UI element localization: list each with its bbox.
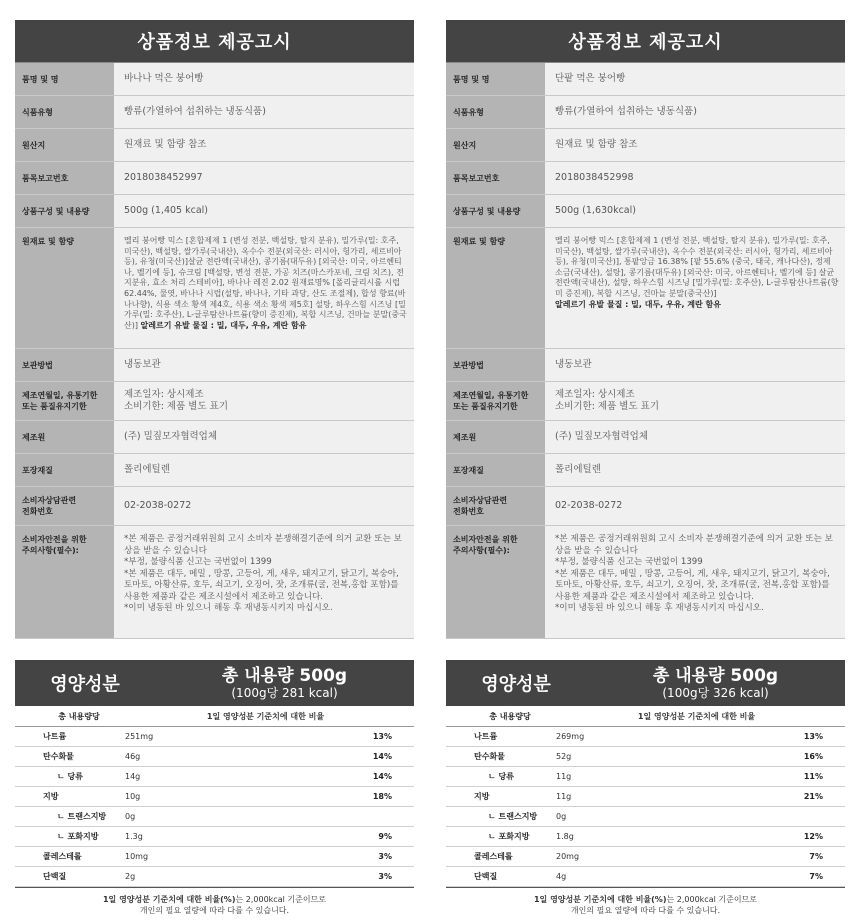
label-phone bbox=[15, 487, 114, 525]
nutrient-amount: 1.3g bbox=[125, 832, 143, 841]
nutrient-row bbox=[15, 867, 414, 887]
nutrition-right bbox=[446, 660, 845, 916]
ingredients-text: 멜리 붕어빵 믹스 [혼합제제 1 (변성 전분, 백설탕, 탈지 분유), 밀가루(밀: 호주, 미국산), 백설탕, 쌀가루(국내산), 옥수수 전분(외국산: 러시아, 헝가리, 세르비아 등), 유청(미국산)]살균 전란액(국내산), 콩기름(대두유) [외국산: 미국, 아르헨티나, 벨기에 등], 슈크림 [백설탕, 변성 전분, 가공 치즈(마스카포네, 크림 치즈), 전지분유, 효소 처리 스테비아], 바나나 레진 2.02 원재료명% [폴리글리시롤 시럽 62.44%, 물엿, 바나나 시럽(설탕, 바나나, 기타 과당, 산도 조절제), 합성 향료(바나나향), 식용 색소 황색 제4호, 식용 색소 황색 제5호] 설탕, 하우스힘 시즈닝 [밀가루(밀: 호주산), L-글루탐산나트륨(향미 증진제), 복합 시즈닝, 건마늘 분말(중국산)] bbox=[124, 236, 407, 330]
row-date bbox=[446, 382, 845, 421]
label-name: 품명 및 명 bbox=[446, 63, 545, 95]
value-origin: 원재료 및 함량 참조 bbox=[114, 129, 414, 161]
nutrient-percent: 14% bbox=[372, 772, 392, 781]
label-date-line2: 또는 품질유지기한 bbox=[22, 402, 87, 411]
nutrient-amount: 10g bbox=[125, 792, 141, 801]
allergy-text: 알레르기 유발 물질 : 밀, 대두, 우유, 계란 함유 bbox=[140, 320, 307, 330]
nutrient-name: 나트륨 bbox=[474, 732, 498, 741]
nutrient-percent: 14% bbox=[372, 752, 392, 761]
label-date-line2: 또는 품질유지기한 bbox=[453, 402, 518, 411]
nutrient-row bbox=[446, 767, 845, 787]
nutrient-row bbox=[15, 787, 414, 807]
value-report-no: 2018038452997 bbox=[114, 162, 414, 194]
row-phone bbox=[446, 487, 845, 526]
nutrient-name: 탄수화물 bbox=[474, 752, 505, 761]
nutrient-percent: 13% bbox=[372, 732, 392, 741]
value-date-line2: 소비기한: 제품 별도 표기 bbox=[124, 401, 229, 412]
value-name: 단팥 먹은 붕어빵 bbox=[545, 63, 845, 95]
value-maker: (주) 밀짚모자협력업체 bbox=[114, 421, 414, 453]
nutrient-name: 콜레스테롤 bbox=[474, 852, 513, 861]
nutrient-row bbox=[446, 827, 845, 847]
label-caution-line1: 소비자안전을 위한 bbox=[453, 535, 518, 544]
nutrient-percent: 7% bbox=[809, 852, 823, 861]
label-caution-line2: 주의사항(필수): bbox=[453, 546, 510, 555]
nutrient-percent: 16% bbox=[803, 752, 823, 761]
label-caution-line2: 주의사항(필수): bbox=[22, 546, 79, 555]
nutrient-amount: 1.8g bbox=[556, 832, 574, 841]
value-type: 빵류(가열하여 섭취하는 냉동식품) bbox=[545, 96, 845, 128]
label-date bbox=[15, 382, 114, 420]
nutrition-table bbox=[446, 706, 845, 888]
value-type: 빵류(가열하여 섭취하는 냉동식품) bbox=[114, 96, 414, 128]
nutrient-name: 지방 bbox=[474, 792, 490, 801]
nutrient-percent: 3% bbox=[378, 872, 392, 881]
label-phone bbox=[446, 487, 545, 525]
nutrition-total bbox=[155, 666, 414, 701]
nutrient-amount: 4g bbox=[556, 872, 567, 881]
label-caution bbox=[15, 526, 114, 638]
label-maker: 제조원 bbox=[15, 421, 114, 453]
row-name bbox=[446, 63, 845, 96]
label-composition: 상품구성 및 내용량 bbox=[15, 195, 114, 227]
label-composition: 상품구성 및 내용량 bbox=[446, 195, 545, 227]
nutrient-amount: 11g bbox=[556, 792, 572, 801]
row-composition bbox=[446, 195, 845, 228]
nutrient-row bbox=[446, 727, 845, 747]
nutrition-total bbox=[586, 666, 845, 701]
nutrient-row bbox=[15, 827, 414, 847]
nutrient-name: 나트륨 bbox=[43, 732, 67, 741]
nutrient-amount: 14g bbox=[125, 772, 141, 781]
footnote-bold: 1일 영양성분 기준치에 대한 비율(%) bbox=[102, 895, 236, 904]
nutrient-name: ㄴ 트랜스지방 bbox=[488, 812, 538, 821]
row-phone bbox=[15, 487, 414, 526]
total-amount: 총 내용량 500g bbox=[652, 665, 779, 686]
label-ingredients: 원재료 및 함량 bbox=[446, 228, 545, 348]
nutrient-row bbox=[15, 847, 414, 867]
row-composition bbox=[15, 195, 414, 228]
row-report-no bbox=[446, 162, 845, 195]
nutrient-percent: 11% bbox=[803, 772, 823, 781]
label-storage: 보관방법 bbox=[15, 349, 114, 381]
label-packaging: 포장재질 bbox=[446, 454, 545, 486]
total-amount: 총 내용량 500g bbox=[221, 665, 348, 686]
label-type: 식품유형 bbox=[15, 96, 114, 128]
product-info-left bbox=[15, 20, 414, 639]
row-type bbox=[15, 96, 414, 129]
value-storage: 냉동보관 bbox=[545, 349, 845, 381]
row-packaging bbox=[15, 454, 414, 487]
row-caution bbox=[446, 526, 845, 639]
ingredients-text: 멜리 붕어빵 믹스 [혼합제제 1 (변성 전분, 백설탕, 탈지 분유), 밀가루(밀: 호주, 미국산), 백설탕, 쌀가루(국내산), 옥수수 전분(외국산: 러시아, 헝가리, 세르비아 등), 유청(미국산)], 통팥앙금 16.38% [팥 55.6% (중국, 태국, 캐나다산), 정제 소금(국내산), 설탕], 콩기름(대두유) [외국산: 미국, 아르헨티나, 벨기에 등] 살균 전란액(국내산), 설탕, 하우스힘 시즈닝 [밀가루(밀: 호주산), L-글루탐산나트륨(향미 증진제), 복합 시즈닝, 건마늘 분말(중국산)] bbox=[555, 236, 839, 298]
nutrient-row bbox=[15, 747, 414, 767]
label-ingredients: 원재료 및 함량 bbox=[15, 228, 114, 348]
row-maker bbox=[15, 421, 414, 454]
row-date bbox=[15, 382, 414, 421]
label-packaging: 포장재질 bbox=[15, 454, 114, 486]
nutrition-left bbox=[15, 660, 414, 916]
label-name: 품명 및 명 bbox=[15, 63, 114, 95]
nutrient-amount: 0g bbox=[556, 812, 567, 821]
row-maker bbox=[446, 421, 845, 454]
value-maker: (주) 밀짚모자협력업체 bbox=[545, 421, 845, 453]
footnote-line2: 개인의 필요 열량에 따라 다를 수 있습니다. bbox=[570, 906, 721, 915]
header-total: 총 내용량당 bbox=[58, 711, 100, 721]
nutrient-amount: 11g bbox=[556, 772, 572, 781]
info-table bbox=[446, 62, 845, 639]
nutrient-percent: 12% bbox=[803, 832, 823, 841]
footnote-rest: 는 2,000kcal 기준이므로 bbox=[235, 895, 326, 904]
value-date-line2: 소비기한: 제품 별도 표기 bbox=[555, 401, 660, 412]
nutrition-rows bbox=[446, 727, 845, 887]
label-maker: 제조원 bbox=[446, 421, 545, 453]
per-100g-kcal: (100g당 326 kcal) bbox=[662, 685, 769, 700]
nutrition-header bbox=[446, 660, 845, 706]
nutrient-percent: 21% bbox=[803, 792, 823, 801]
label-phone-line1: 소비자상담관련 bbox=[453, 496, 508, 505]
label-origin: 원산지 bbox=[15, 129, 114, 161]
label-date-line1: 제조연월일, 유통기한 bbox=[453, 391, 529, 400]
product-info-right bbox=[446, 20, 845, 639]
header-total: 총 내용량당 bbox=[489, 711, 531, 721]
nutrient-row bbox=[446, 747, 845, 767]
nutrient-name: 콜레스테롤 bbox=[43, 852, 82, 861]
nutrient-amount: 20mg bbox=[556, 852, 580, 861]
footnote-line2: 개인의 필요 열량에 따라 다를 수 있습니다. bbox=[139, 906, 290, 915]
nutrient-percent: 13% bbox=[803, 732, 823, 741]
row-name bbox=[15, 63, 414, 96]
row-origin bbox=[446, 129, 845, 162]
row-type bbox=[446, 96, 845, 129]
value-packaging: 폴리에틸렌 bbox=[545, 454, 845, 486]
label-origin: 원산지 bbox=[446, 129, 545, 161]
per-100g-kcal: (100g당 281 kcal) bbox=[231, 685, 338, 700]
value-phone: 02-2038-0272 bbox=[114, 487, 414, 525]
value-caution: *본 제품은 공정거래위원회 고시 소비자 분쟁해결기준에 의거 교환 또는 보상을 받을 수 있습니다 *부정, 불량식품 신고는 국번없이 1399 *본 제품은 대두, 메밀 , 땅콩, 고등어, 게, 새우, 돼지고기, 닭고기, 복숭아, 토마토, 아황산류, 호두, 쇠고기, 오징어, 잣, 조개류(굴, 전복,홍합 포함)를 사용한 제품과 같은 제조시설에서 제조하고 있습니다. *이미 냉동된 바 있으니 해동 후 재냉동시키지 마십시오. bbox=[545, 526, 845, 638]
value-date-line1: 제조일자: 상시제조 bbox=[555, 389, 635, 400]
nutrient-percent: 7% bbox=[809, 872, 823, 881]
value-name: 바나나 먹은 붕어빵 bbox=[114, 63, 414, 95]
row-report-no bbox=[15, 162, 414, 195]
nutrient-row bbox=[15, 727, 414, 747]
nutrient-amount: 269mg bbox=[556, 732, 585, 741]
nutrition-title: 영양성분 bbox=[481, 674, 551, 695]
nutrient-name: ㄴ 포화지방 bbox=[488, 832, 530, 841]
value-date bbox=[545, 382, 845, 420]
nutrient-amount: 10mg bbox=[125, 852, 149, 861]
value-phone: 02-2038-0272 bbox=[545, 487, 845, 525]
nutrient-percent: 9% bbox=[378, 832, 392, 841]
row-origin bbox=[15, 129, 414, 162]
label-type: 식품유형 bbox=[446, 96, 545, 128]
value-composition: 500g (1,405 kcal) bbox=[114, 195, 414, 227]
value-origin: 원재료 및 함량 참조 bbox=[545, 129, 845, 161]
label-phone-line2: 전화번호 bbox=[453, 507, 484, 516]
row-ingredients bbox=[15, 228, 414, 349]
nutrient-name: 단백질 bbox=[43, 872, 67, 881]
label-phone-line2: 전화번호 bbox=[22, 507, 53, 516]
value-composition: 500g (1,630kcal) bbox=[545, 195, 845, 227]
nutrient-row bbox=[15, 767, 414, 787]
info-title: 상품정보 제공고시 bbox=[15, 20, 414, 62]
allergy-text: 알레르기 유발 물질 : 밀, 대두, 우유, 계란 함유 bbox=[555, 299, 721, 309]
nutrient-amount: 251mg bbox=[125, 732, 154, 741]
label-report-no: 품목보고번호 bbox=[446, 162, 545, 194]
nutrient-row bbox=[446, 787, 845, 807]
info-table bbox=[15, 62, 414, 639]
header-daily: 1일 영양성분 기준치에 대한 비율 bbox=[206, 711, 325, 721]
label-report-no: 품목보고번호 bbox=[15, 162, 114, 194]
row-caution bbox=[15, 526, 414, 639]
nutrient-row bbox=[446, 807, 845, 827]
label-date-line1: 제조연월일, 유통기한 bbox=[22, 391, 98, 400]
nutrient-amount: 2g bbox=[125, 872, 136, 881]
value-date-line1: 제조일자: 상시제조 bbox=[124, 389, 204, 400]
value-packaging: 폴리에틸렌 bbox=[114, 454, 414, 486]
nutrient-amount: 52g bbox=[556, 752, 572, 761]
footnote-bold: 1일 영양성분 기준치에 대한 비율(%) bbox=[533, 895, 667, 904]
nutrient-name: ㄴ 포화지방 bbox=[57, 832, 99, 841]
label-caution bbox=[446, 526, 545, 638]
value-storage: 냉동보관 bbox=[114, 349, 414, 381]
nutrient-row bbox=[446, 867, 845, 887]
nutrient-name: 단백질 bbox=[474, 872, 498, 881]
nutrient-row bbox=[15, 807, 414, 827]
footnote-rest: 는 2,000kcal 기준이므로 bbox=[666, 895, 757, 904]
nutrient-percent: 3% bbox=[378, 852, 392, 861]
nutrient-name: ㄴ 트랜스지방 bbox=[57, 812, 107, 821]
info-title: 상품정보 제공고시 bbox=[446, 20, 845, 62]
row-ingredients bbox=[446, 228, 845, 349]
nutrient-amount: 46g bbox=[125, 752, 141, 761]
label-date bbox=[446, 382, 545, 420]
nutrition-header bbox=[15, 660, 414, 706]
row-packaging bbox=[446, 454, 845, 487]
nutrition-rows bbox=[15, 727, 414, 887]
row-storage bbox=[15, 349, 414, 382]
nutrition-table bbox=[15, 706, 414, 888]
header-daily: 1일 영양성분 기준치에 대한 비율 bbox=[637, 711, 756, 721]
value-ingredients bbox=[114, 228, 414, 348]
nutrient-name: 지방 bbox=[43, 792, 59, 801]
nutrition-table-header bbox=[15, 706, 414, 727]
nutrition-table-header bbox=[446, 706, 845, 727]
nutrition-title: 영양성분 bbox=[50, 674, 120, 695]
nutrition-footnote bbox=[446, 888, 845, 916]
nutrient-amount: 0g bbox=[125, 812, 136, 821]
value-date bbox=[114, 382, 414, 420]
nutrient-name: 탄수화물 bbox=[43, 752, 74, 761]
nutrient-name: ㄴ 당류 bbox=[57, 772, 83, 781]
label-caution-line1: 소비자안전을 위한 bbox=[22, 535, 87, 544]
nutrient-row bbox=[446, 847, 845, 867]
nutrient-name: ㄴ 당류 bbox=[488, 772, 514, 781]
label-phone-line1: 소비자상담관련 bbox=[22, 496, 77, 505]
row-storage bbox=[446, 349, 845, 382]
nutrient-percent: 18% bbox=[372, 792, 392, 801]
label-storage: 보관방법 bbox=[446, 349, 545, 381]
value-report-no: 2018038452998 bbox=[545, 162, 845, 194]
value-ingredients bbox=[545, 228, 845, 348]
nutrition-footnote bbox=[15, 888, 414, 916]
value-caution: *본 제품은 공정거래위원회 고시 소비자 분쟁해결기준에 의거 교환 또는 보상을 받을 수 있습니다 *부정, 불량식품 신고는 국번없이 1399 *본 제품은 대두, 메밀 , 땅콩, 고등어, 게, 새우, 돼지고기, 닭고기, 복숭아, 토마토, 아황산류, 호두, 쇠고기, 오징어, 잣, 조개류(굴, 전복,홍합 포함)를 사용한 제품과 같은 제조시설에서 제조하고 있습니다. *이미 냉동된 바 있으니 해동 후 재냉동시키지 마십시오. bbox=[114, 526, 414, 638]
